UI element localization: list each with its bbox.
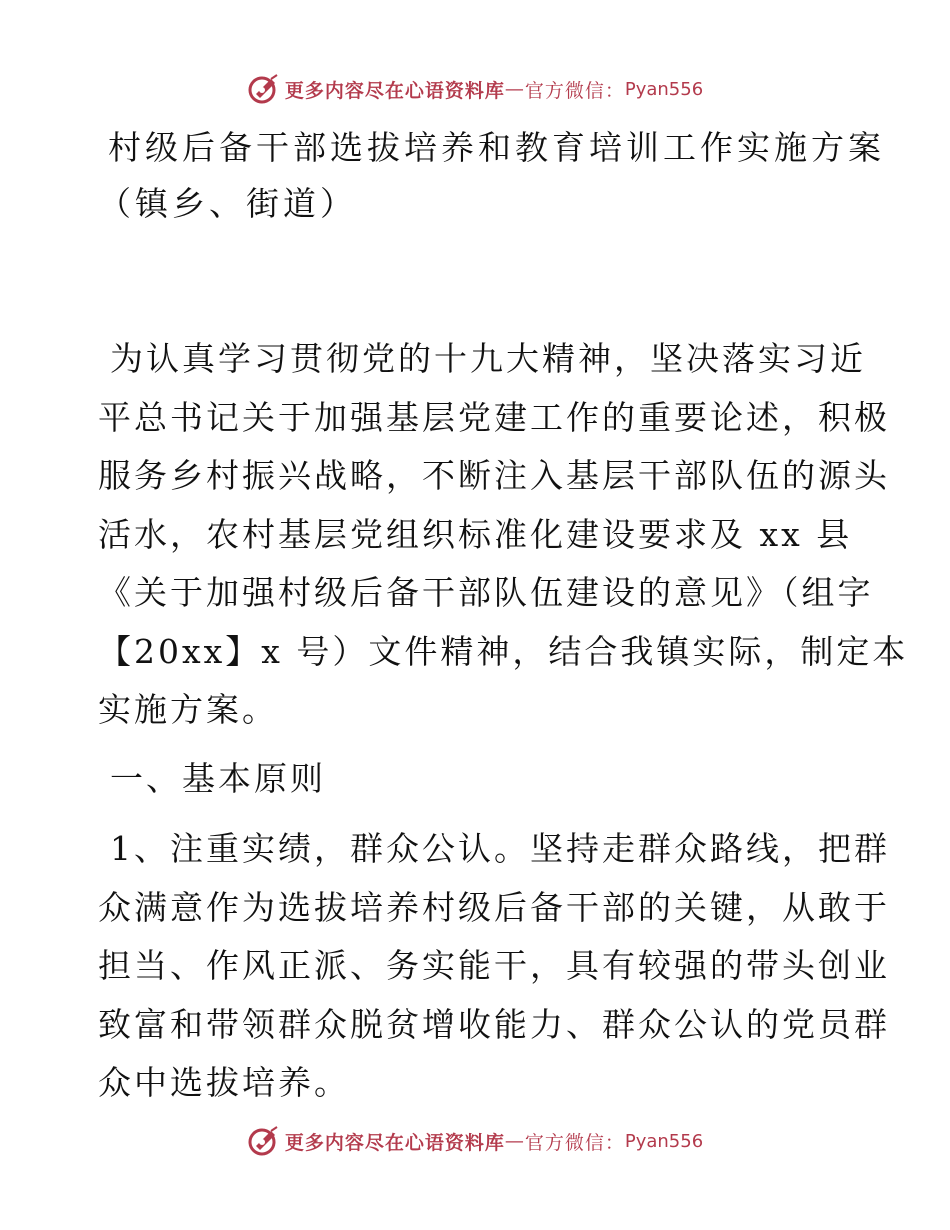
paragraph-line: 平总书记关于加强基层党建工作的重要论述，积极 <box>98 397 890 437</box>
section-heading <box>98 750 858 809</box>
paragraph-line: 实施方案。 <box>98 690 278 729</box>
watermark-dash: — <box>504 78 525 100</box>
watermark-main-text: 更多内容尽在心语资料库 <box>284 1131 505 1154</box>
document-title: 村级后备干部选拔培养和教育培训工作实施方案 <box>108 128 885 167</box>
watermark-sub-text: 官方微信： <box>524 79 625 102</box>
intro-paragraph <box>98 330 909 740</box>
paragraph-line: 1、注重实绩，群众公认。坚持走群众路线，把群 <box>110 829 890 868</box>
paragraph-line: 活水，农村基层党组织标准化建设要求及 xx 县 <box>98 514 853 554</box>
header-watermark <box>0 72 950 106</box>
watermark-handle: Pyan556 <box>624 78 704 100</box>
paragraph-line: 众中选拔培养。 <box>98 1063 350 1102</box>
watermark-dash: — <box>504 1130 525 1152</box>
paragraph-line: 众满意作为选拔培养村级后备干部的关键，从敢于 <box>98 887 890 927</box>
pen-logo-icon <box>247 72 281 106</box>
paragraph-line: 【20xx】x 号）文件精神，结合我镇实际，制定本 <box>98 631 909 671</box>
paragraph-line: 担当、作风正派、务实能干，具有较强的带头创业 <box>98 946 890 985</box>
watermark-sub-text: 官方微信： <box>524 1131 625 1154</box>
principle-item-1 <box>98 820 890 1113</box>
paragraph-line: 服务乡村振兴战略，不断注入基层干部队伍的源头 <box>98 456 890 495</box>
watermark-main-text: 更多内容尽在心语资料库 <box>284 79 505 102</box>
section-heading-text: 一、基本原则 <box>110 759 326 798</box>
pen-logo-icon <box>247 1124 281 1158</box>
document-subtitle: （镇乡、街道） <box>98 184 357 223</box>
paragraph-line: 致富和带领群众脱贫增收能力、群众公认的党员群 <box>98 1004 890 1044</box>
watermark-handle: Pyan556 <box>624 1130 704 1152</box>
paragraph-line: 《关于加强村级后备干部队伍建设的意见》（组字 <box>98 573 874 612</box>
footer-watermark <box>0 1124 950 1158</box>
paragraph-line: 为认真学习贯彻党的十九大精神，坚决落实习近 <box>110 339 866 378</box>
